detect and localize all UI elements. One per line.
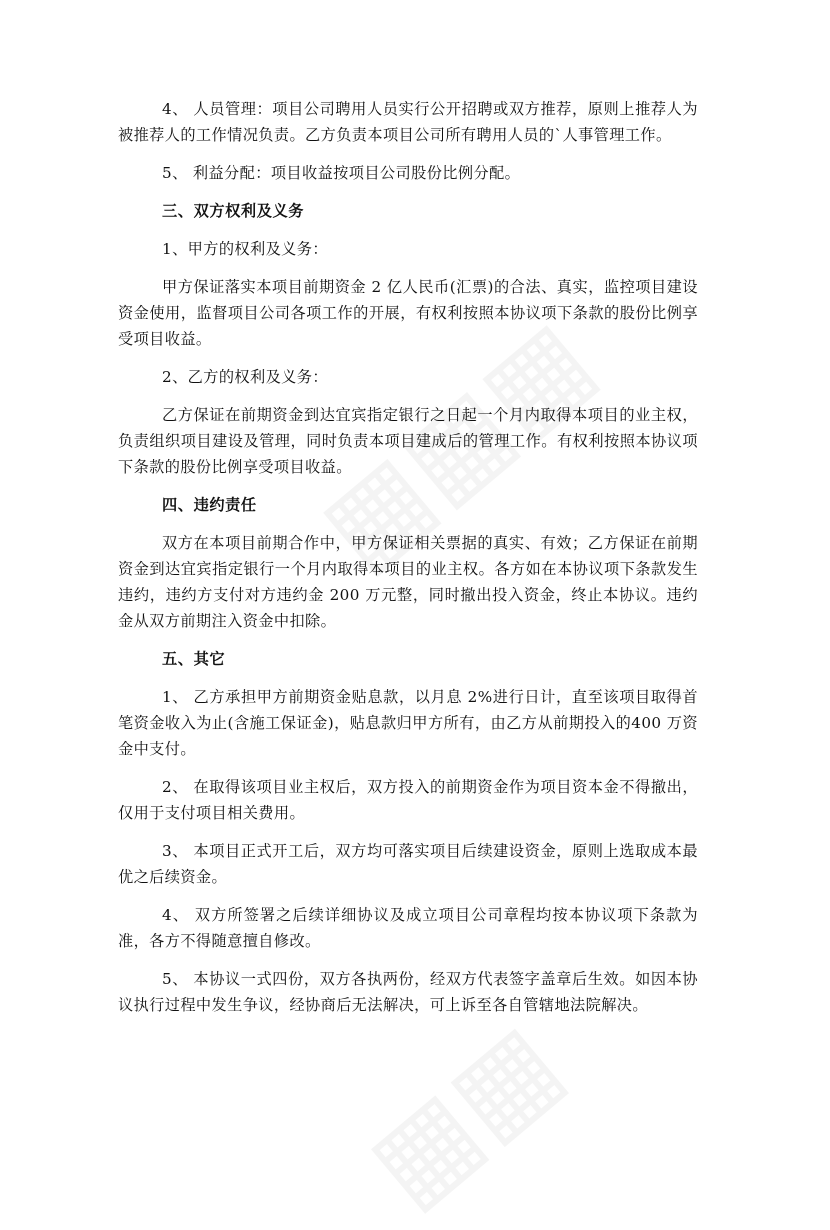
paragraph-breach: 双方在本项目前期合作中，甲方保证相关票据的真实、有效；乙方保证在前期资金到达宜宾指定银行一个月内取得本项目的业主权。各方如在本协议项下条款发生违约，违约方支付对方违约金 200 万元整，同时撤出投入资金，终止本协议。违约金从双方前期注入资金中扣除。 [118,534,698,630]
section-heading-other: 五、其它 [162,650,226,668]
subheading-party-a: 1、甲方的权利及义务： [162,240,328,258]
section-heading-breach: 四、违约责任 [162,496,257,514]
paragraph-party-a: 甲方保证落实本项目前期资金 2 亿人民币(汇票)的合法、真实，监控项目建设资金使用，监督项目公司各项工作的开展，有权利按照本协议项下条款的股份比例享受项目收益。 [118,278,698,348]
paragraph-personnel: 4、 人员管理：项目公司聘用人员实行公开招聘或双方推荐，原则上推荐人为被推荐人的工作情况负责。乙方负责本项目公司所有聘用人员的`人事管理工作。 [118,100,698,144]
paragraph-other-4: 4、 双方所签署之后续详细协议及成立项目公司章程均按本协议项下条款为准，各方不得随意擅自修改。 [118,906,698,950]
paragraph-other-2: 2、 在取得该项目业主权后，双方投入的前期资金作为项目资本金不得撤出，仅用于支付项目相关费用。 [118,778,698,822]
paragraph-party-b: 乙方保证在前期资金到达宜宾指定银行之日起一个月内取得本项目的业主权，负责组织项目建设及管理，同时负责本项目建成后的管理工作。有权利按照本协议项下条款的股份比例享受项目收益。 [118,406,698,476]
subheading-party-b: 2、乙方的权利及义务： [162,368,328,386]
watermark-logo-bottom [343,998,585,1230]
document-body [118,96,698,1030]
paragraph-other-1: 1、 乙方承担甲方前期资金贴息款，以月息 2%进行日计，直至该项目取得首笔资金收入为止(含施工保证金)，贴息款归甲方所有，由乙方从前期投入的400 万资金中支付。 [118,688,698,758]
paragraph-other-5: 5、 本协议一式四份，双方各执两份，经双方代表签字盖章后生效。如因本协议执行过程中发生争议，经协商后无法解决，可上诉至各自管辖地法院解决。 [118,970,698,1014]
paragraph-profit: 5、 利益分配：项目收益按项目公司股份比例分配。 [162,164,521,182]
paragraph-other-3: 3、 本项目正式开工后，双方均可落实项目后续建设资金，原则上选取成本最优之后续资金。 [118,842,698,886]
section-heading-rights: 三、双方权利及义务 [162,202,305,220]
